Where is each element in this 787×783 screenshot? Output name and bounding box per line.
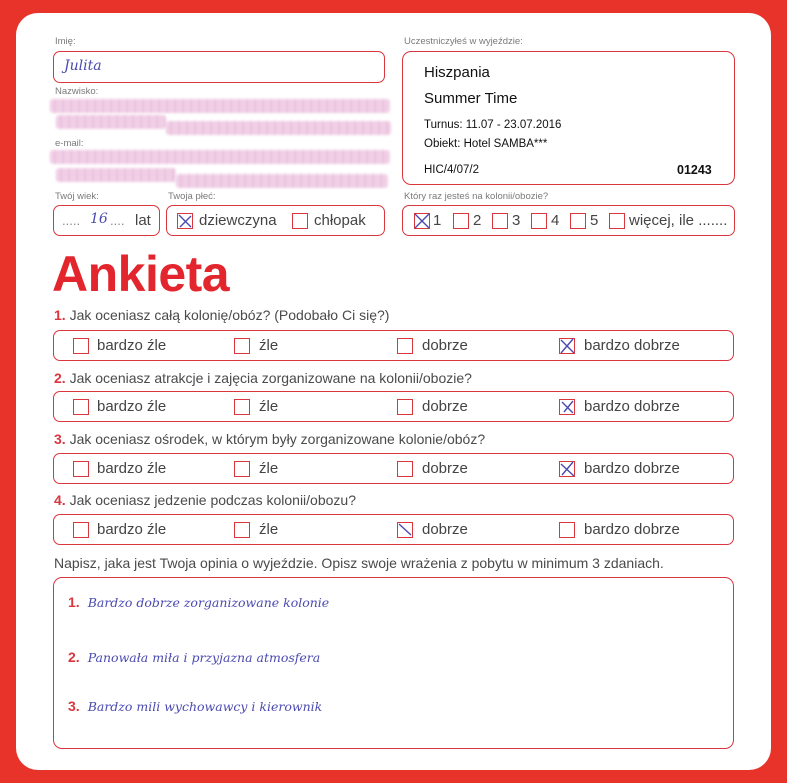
q4-dobrze-checkbox[interactable]: [397, 522, 413, 538]
survey-sheet: [16, 13, 771, 770]
trip-program: Summer Time: [424, 90, 518, 107]
opinion-answer-3: 3. Bardzo mili wychowawcy i kierownik: [68, 698, 323, 714]
age-unit: lat: [135, 212, 151, 229]
q4-bardzo-dobrze-checkbox[interactable]: [559, 522, 575, 538]
q2-zle-label: źle: [259, 398, 279, 415]
q2-dobrze-checkbox[interactable]: [397, 399, 413, 415]
q2-bardzo-zle-checkbox[interactable]: [73, 399, 89, 415]
q4-bardzo-dobrze-label: bardzo dobrze: [584, 521, 680, 538]
last-name-label: Nazwisko:: [55, 86, 99, 97]
opinion-prompt: Napisz, jaka jest Twoja opinia o wyjeździe. Opisz swoje wrażenia z pobytu w minimum 3 zdaniach.: [54, 555, 664, 571]
q2-dobrze-label: dobrze: [422, 398, 468, 415]
q1-dobrze-label: dobrze: [422, 337, 468, 354]
first-name-label: Imię:: [55, 36, 76, 47]
trip-obiekt: Obiekt: Hotel SAMBA***: [424, 138, 548, 150]
q3-zle-checkbox[interactable]: [234, 461, 250, 477]
q2-bardzo-dobrze-label: bardzo dobrze: [584, 398, 680, 415]
trip-code: HIC/4/07/2: [424, 164, 479, 176]
age-label: Twój wiek:: [55, 191, 99, 202]
q1-bardzo-zle-label: bardzo źle: [97, 337, 167, 354]
q4-zle-label: źle: [259, 521, 279, 538]
q4-bardzo-zle-checkbox[interactable]: [73, 522, 89, 538]
question-3-options: [53, 453, 734, 484]
q1-bardzo-dobrze-checkbox[interactable]: [559, 338, 575, 354]
opinion-box[interactable]: [53, 577, 734, 749]
times-4-checkbox[interactable]: [531, 213, 547, 229]
trip-turnus: Turnus: 11.07 - 23.07.2016: [424, 119, 562, 131]
trip-info-box: [402, 51, 735, 185]
email-label: e-mail:: [55, 138, 84, 149]
gender-field: [166, 205, 385, 236]
trip-label: Uczestniczyłeś w wyjeździe:: [404, 36, 523, 47]
age-field[interactable]: [53, 205, 160, 236]
times-1-checkbox[interactable]: [414, 213, 430, 229]
q1-zle-label: źle: [259, 337, 279, 354]
q1-zle-checkbox[interactable]: [234, 338, 250, 354]
times-1-label: 1: [433, 212, 442, 229]
times-3-checkbox[interactable]: [492, 213, 508, 229]
times-3-label: 3: [512, 212, 521, 229]
q3-zle-label: źle: [259, 460, 279, 477]
times-2-label: 2: [473, 212, 482, 229]
age-value: 16: [90, 211, 108, 227]
q4-dobrze-label: dobrze: [422, 521, 468, 538]
opinion-answer-1: 1. Bardzo dobrze zorganizowane kolonie: [68, 594, 330, 610]
question-4-options: [53, 514, 734, 545]
gender-female-checkbox[interactable]: [177, 213, 193, 229]
opinion-answer-2: 2. Panowała miła i przyjazna atmosfera: [68, 649, 321, 665]
q1-bardzo-dobrze-label: bardzo dobrze: [584, 337, 680, 354]
q3-bardzo-zle-label: bardzo źle: [97, 460, 167, 477]
times-more-label: więcej, ile .......: [629, 212, 728, 229]
q2-bardzo-zle-label: bardzo źle: [97, 398, 167, 415]
first-name-value: Julita: [64, 58, 102, 74]
survey-title: Ankieta: [52, 246, 230, 302]
q3-bardzo-dobrze-checkbox[interactable]: [559, 461, 575, 477]
times-4-label: 4: [551, 212, 560, 229]
q4-zle-checkbox[interactable]: [234, 522, 250, 538]
trip-destination: Hiszpania: [424, 64, 490, 81]
question-2: 2. Jak oceniasz atrakcje i zajęcia zorganizowane na kolonii/obozie?: [54, 370, 472, 386]
times-field: [402, 205, 735, 236]
times-5-label: 5: [590, 212, 599, 229]
q3-dobrze-label: dobrze: [422, 460, 468, 477]
question-1: 1. Jak oceniasz całą kolonię/obóz? (Podobało Ci się?): [54, 307, 390, 323]
q4-bardzo-zle-label: bardzo źle: [97, 521, 167, 538]
q1-dobrze-checkbox[interactable]: [397, 338, 413, 354]
question-3: 3. Jak oceniasz ośrodek, w którym były zorganizowane kolonie/obóz?: [54, 431, 486, 447]
q1-bardzo-zle-checkbox[interactable]: [73, 338, 89, 354]
trip-number: 01243: [677, 163, 712, 177]
gender-male-label: chłopak: [314, 212, 366, 229]
q2-zle-checkbox[interactable]: [234, 399, 250, 415]
times-label: Który raz jesteś na kolonii/obozie?: [404, 191, 549, 202]
gender-female-label: dziewczyna: [199, 212, 277, 229]
gender-label: Twoja płeć:: [168, 191, 216, 202]
gender-male-checkbox[interactable]: [292, 213, 308, 229]
question-2-options: [53, 391, 734, 422]
question-4: 4. Jak oceniasz jedzenie podczas kolonii/obozu?: [54, 492, 356, 508]
first-name-field[interactable]: [53, 51, 385, 83]
q3-dobrze-checkbox[interactable]: [397, 461, 413, 477]
q3-bardzo-dobrze-label: bardzo dobrze: [584, 460, 680, 477]
q3-bardzo-zle-checkbox[interactable]: [73, 461, 89, 477]
q2-bardzo-dobrze-checkbox[interactable]: [559, 399, 575, 415]
times-2-checkbox[interactable]: [453, 213, 469, 229]
age-dots-2: ....: [110, 213, 125, 228]
question-1-options: [53, 330, 734, 361]
times-more-checkbox[interactable]: [609, 213, 625, 229]
times-5-checkbox[interactable]: [570, 213, 586, 229]
age-dots: .....: [62, 213, 81, 228]
